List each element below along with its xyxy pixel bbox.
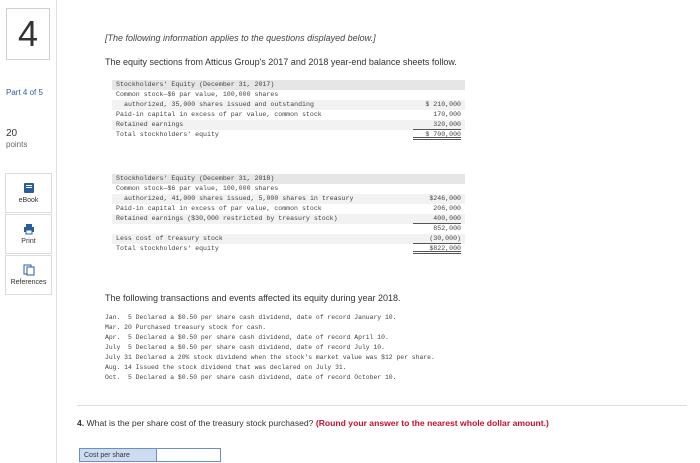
statement-row: authorized, 35,000 shares issued and outstanding $ 210,000 (112, 100, 465, 110)
statement-row: Retained earnings ($30,000 restricted by treasury stock) 400,000 (112, 214, 465, 224)
references-button[interactable] (5, 255, 52, 295)
transaction-line: Jan. 5 Declared a $0.50 per share cash dividend, date of record January 10. (105, 314, 397, 321)
statement-total-row: Total stockholders' equity $ 700,000 (116, 131, 461, 138)
statement-row: 852,000 (433, 225, 461, 232)
points-label: points (6, 140, 28, 149)
statement-row: authorized, 41,000 shares issued, 5,000 shares in treasury $246,000 (112, 194, 465, 204)
points-value: 20 (6, 128, 18, 139)
transaction-line: July 31 Declared a 20% stock dividend when the stock's market value was $12 per share. (105, 354, 435, 361)
transaction-line: Mar. 20 Purchased treasury stock for cash. (105, 324, 267, 331)
print-label: Print (21, 238, 36, 245)
statement-row: Common stock—$6 par value, 100,000 shares (116, 91, 279, 98)
answer-label: Cost per share (80, 449, 156, 461)
equity-statement-2018 (112, 174, 465, 254)
references-icon (23, 264, 35, 276)
question-number: 4 (6, 8, 50, 60)
transaction-line: July 5 Declared a $0.50 per share cash dividend, date of record July 10. (105, 344, 385, 351)
answer-row (79, 448, 221, 462)
equity-description: The equity sections from Atticus Group's 2017 and 2018 year-end balance sheets follow. (105, 57, 457, 67)
transactions-list (105, 313, 435, 383)
part-indicator[interactable]: Part 4 of 5 (6, 88, 43, 97)
question-prompt (77, 418, 549, 428)
transaction-line: Apr. 5 Declared a $0.50 per share cash dividend, date of record April 10. (105, 334, 389, 341)
sidebar (0, 0, 57, 463)
statement-row: Paid-in capital in excess of par value, common stock 206,000 (116, 205, 461, 212)
rounding-instruction: (Round your answer to the nearest whole dollar amount.) (315, 418, 549, 428)
statement-row: Retained earnings 320,000 (112, 120, 465, 130)
cost-per-share-input[interactable] (156, 449, 220, 461)
question-number-label: 4. (77, 418, 85, 428)
statement-title: Stockholders' Equity (December 31, 2017) (112, 80, 465, 90)
intro-text: [The following information applies to the questions displayed below.] (105, 33, 376, 43)
references-label: References (10, 279, 47, 286)
statement-title: Stockholders' Equity (December 31, 2018) (112, 174, 465, 184)
main-content (57, 0, 700, 463)
ebook-label: eBook (18, 197, 39, 204)
statement-row: Common stock—$6 par value, 100,000 shares (116, 185, 279, 192)
statement-row: Less cost of treasury stock (30,000) (112, 234, 465, 244)
question-text: What is the per share cost of the treasury stock purchased? (84, 418, 316, 428)
printer-icon (23, 223, 35, 235)
transactions-heading: The following transactions and events affected its equity during year 2018. (105, 293, 401, 303)
book-icon (23, 182, 35, 194)
statement-row: Paid-in capital in excess of par value, common stock 170,000 (116, 111, 461, 118)
divider (77, 405, 687, 406)
statement-total-row: Total stockholders' equity $822,000 (116, 245, 461, 252)
transaction-line: Aug. 14 Issued the stock dividend that was declared on July 31. (105, 364, 347, 371)
print-button[interactable] (5, 214, 52, 254)
ebook-button[interactable] (5, 173, 52, 213)
equity-statement-2017 (112, 80, 465, 140)
transaction-line: Oct. 5 Declared a $0.50 per share cash dividend, date of record October 10. (105, 374, 397, 381)
